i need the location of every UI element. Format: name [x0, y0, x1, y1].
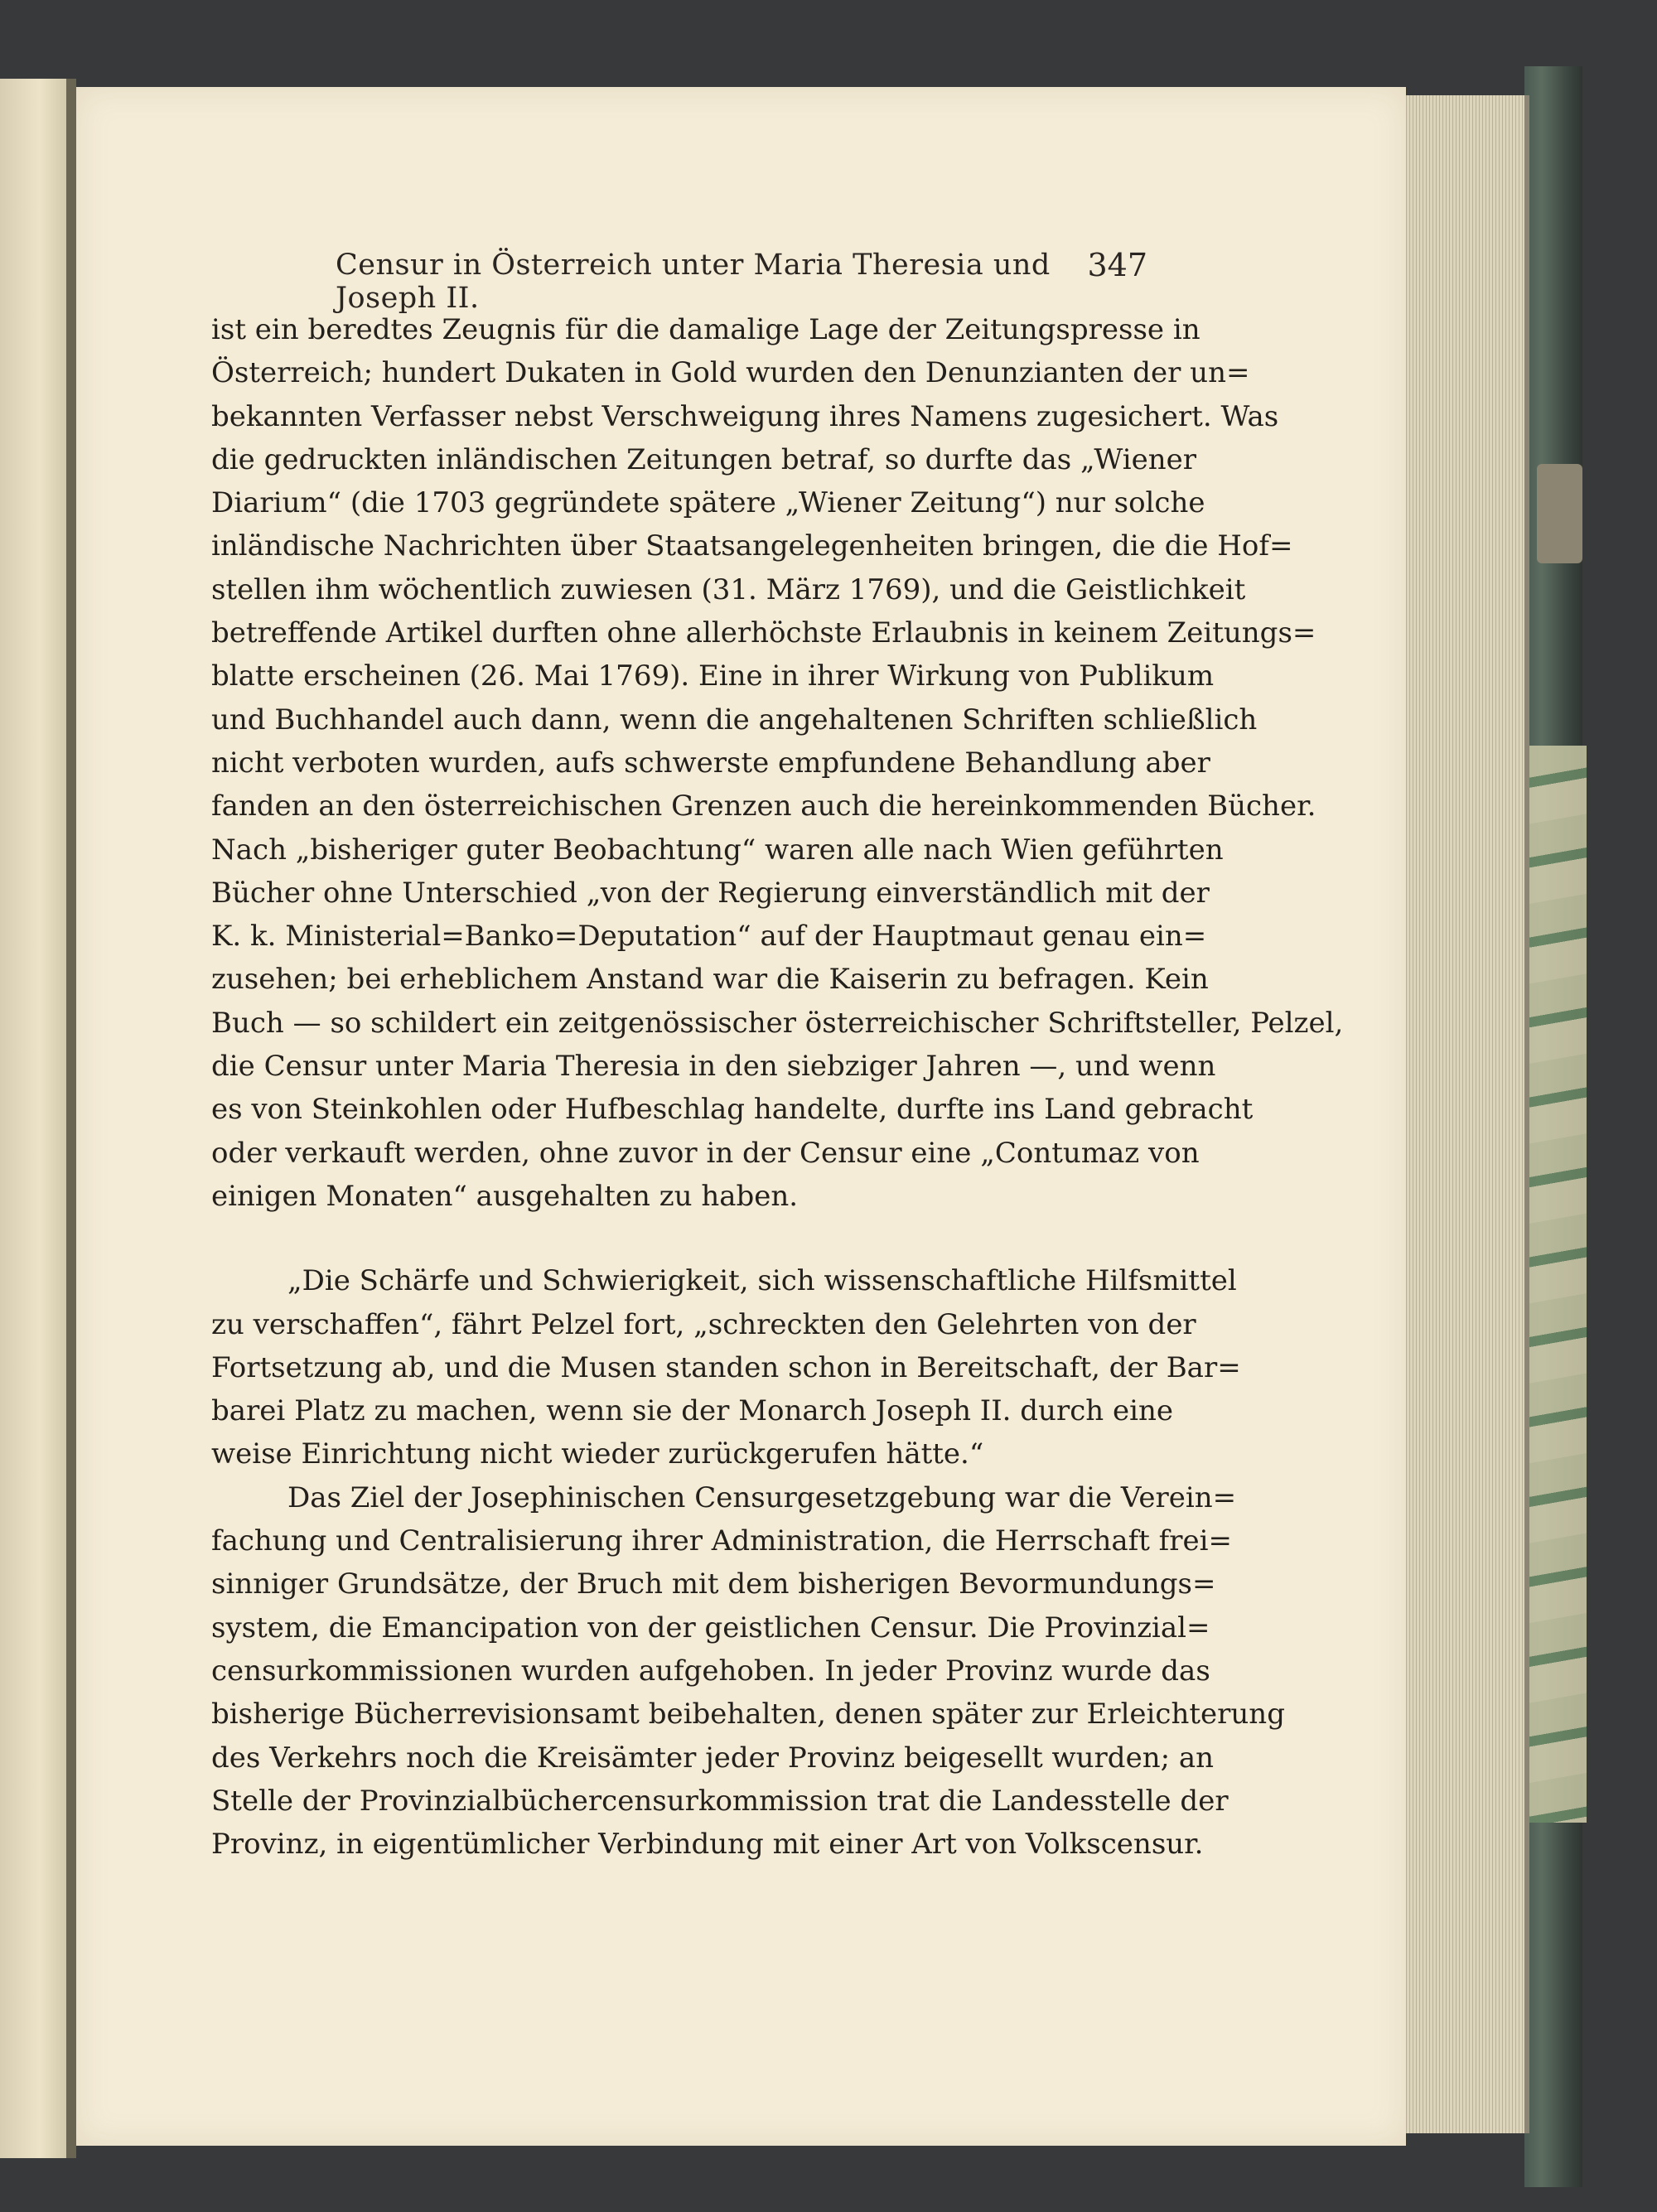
text-line: Diarium“ (die 1703 gegründete spätere „Wiener Zeitung“) nur solche	[211, 486, 1205, 520]
page-body	[211, 308, 1344, 1866]
paragraph-spacer	[211, 1218, 1143, 1259]
running-header: Censur in Österreich unter Maria Theresia und Joseph II.	[336, 249, 1051, 315]
left-page-edge	[0, 79, 66, 2158]
text-line: des Verkehrs noch die Kreisämter jeder Provinz beigesellt wurden; an	[211, 1741, 1215, 1775]
text-line: K. k. Ministerial=Banko=Deputation“ auf der Hauptmaut genau ein=	[211, 920, 1207, 954]
text-line: zu verschaffen“, fährt Pelzel fort, „schreckten den Gelehrten von der	[211, 1307, 1196, 1341]
page-number: 347	[1087, 247, 1147, 283]
text-line: censurkommissionen wurden aufgehoben. In jeder Provinz wurde das	[211, 1654, 1210, 1688]
text-line: nicht verboten wurden, aufs schwerste empfundene Behandlung aber	[211, 746, 1210, 780]
text-line: barei Platz zu machen, wenn sie der Monarch Joseph II. durch eine	[211, 1394, 1173, 1428]
text-line: Bücher ohne Unterschied „von der Regierung einverständlich mit der	[211, 876, 1210, 910]
paragraph-3	[211, 1476, 1285, 1867]
text-line: es von Steinkohlen oder Hufbeschlag handelte, durfte ins Land gebracht	[211, 1093, 1254, 1127]
text-line: Österreich; hundert Dukaten in Gold wurden den Denunzianten der un=	[211, 356, 1250, 390]
text-line: einigen Monaten“ ausgehalten zu haben.	[211, 1179, 799, 1213]
text-line: Provinz, in eigentümlicher Verbindung mit einer Art von Volkscensur.	[211, 1828, 1204, 1862]
text-line: die gedruckten inländischen Zeitungen betraf, so durfte das „Wiener	[211, 442, 1197, 476]
text-line: und Buchhandel auch dann, wenn die angehaltenen Schriften schließlich	[211, 703, 1258, 737]
paragraph-2-quote	[211, 1259, 1241, 1475]
text-line: fanden an den österreichischen Grenzen auch die hereinkommenden Bücher.	[211, 790, 1316, 823]
text-line: fachung und Centralisierung ihrer Administration, die Herrschaft frei=	[211, 1524, 1233, 1558]
text-line: oder verkauft werden, ohne zuvor in der Censur eine „Contumaz von	[211, 1136, 1200, 1170]
text-line: Nach „bisheriger guter Beobachtung“ waren alle nach Wien geführten	[211, 833, 1224, 867]
text-line: blatte erscheinen (26. Mai 1769). Eine in ihrer Wirkung von Publikum	[211, 659, 1215, 693]
text-line: Das Ziel der Josephinischen Censurgesetzgebung war die Verein=	[287, 1480, 1237, 1514]
text-line: bekannten Verfasser nebst Verschweigung ihres Namens zugesichert. Was	[211, 399, 1279, 433]
cover-damage	[1537, 464, 1582, 563]
page-fore-edge	[1400, 95, 1529, 2133]
paragraph-1	[211, 308, 1344, 1218]
book-gutter	[66, 79, 76, 2158]
text-line: Stelle der Provinzialbüchercensurkommission trat die Landesstelle der	[211, 1784, 1229, 1818]
text-line: sinniger Grundsätze, der Bruch mit dem bisherigen Bevormundungs=	[211, 1567, 1216, 1601]
text-line: die Censur unter Maria Theresia in den siebziger Jahren —, und wenn	[211, 1050, 1216, 1084]
text-line: system, die Emancipation von der geistlichen Censur. Die Provinzial=	[211, 1611, 1210, 1645]
marbled-cover-edge	[1520, 746, 1587, 1823]
text-line: weise Einrichtung nicht wieder zurückgerufen hätte.“	[211, 1437, 984, 1471]
text-line: zusehen; bei erheblichem Anstand war die Kaiserin zu befragen. Kein	[211, 963, 1209, 997]
text-line: bisherige Bücherrevisionsamt beibehalten, denen später zur Erleichterung	[211, 1698, 1285, 1731]
text-line: „Die Schärfe und Schwierigkeit, sich wissenschaftliche Hilfsmittel	[287, 1264, 1237, 1298]
text-line: Buch — so schildert ein zeitgenössischer österreichischer Schriftsteller, Pelzel,	[211, 1006, 1344, 1040]
text-line: Fortsetzung ab, und die Musen standen schon in Bereitschaft, der Bar=	[211, 1350, 1241, 1384]
text-line: stellen ihm wöchentlich zuwiesen (31. März 1769), und die Geistlichkeit	[211, 572, 1246, 606]
text-line: betreffende Artikel durften ohne allerhöchste Erlaubnis in keinem Zeitungs=	[211, 616, 1316, 650]
text-line: inländische Nachrichten über Staatsangelegenheiten bringen, die die Hof=	[211, 529, 1293, 563]
text-line: ist ein beredtes Zeugnis für die damalige Lage der Zeitungspresse in	[211, 313, 1200, 346]
